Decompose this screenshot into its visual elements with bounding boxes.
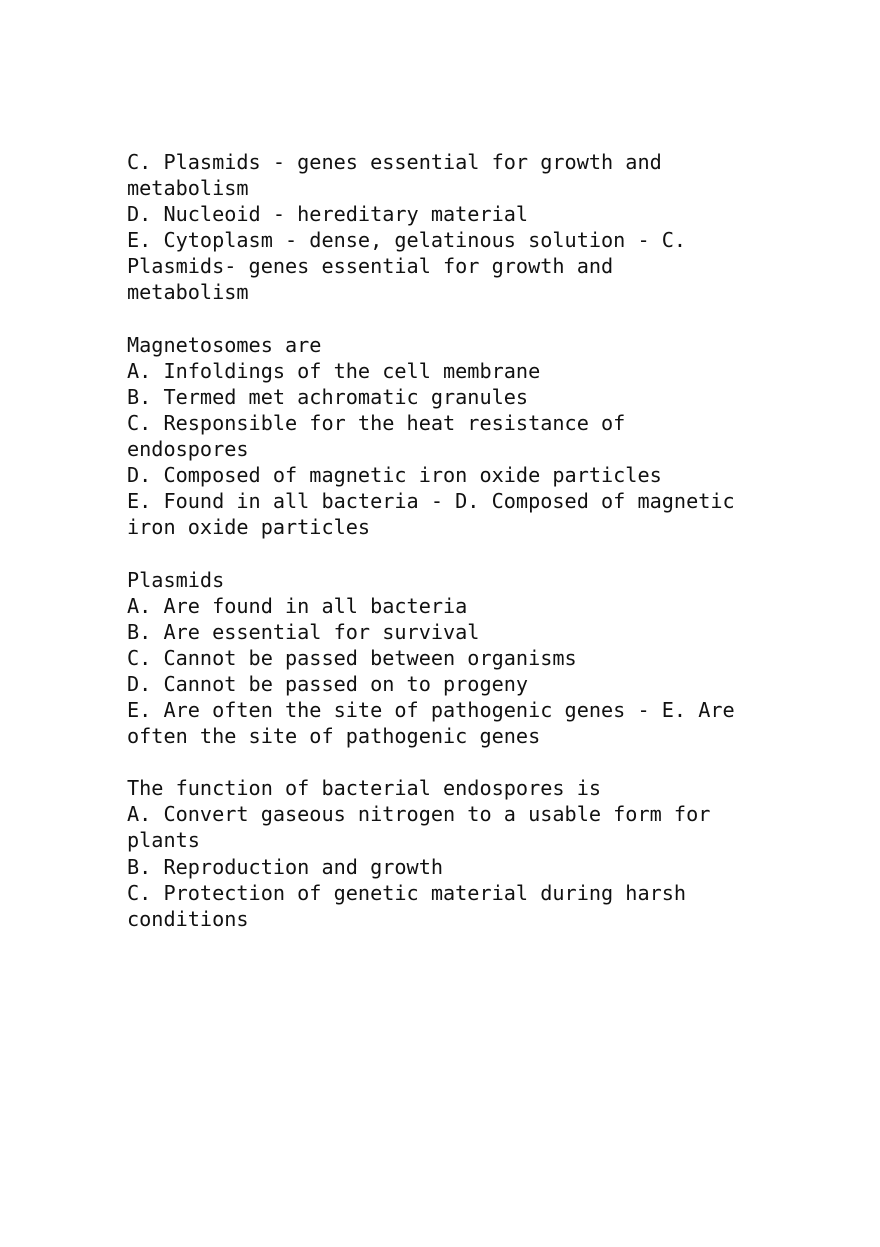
text-line: B. Are essential for survival <box>127 619 480 644</box>
text-line: C. Responsible for the heat resistance of <box>127 410 626 435</box>
text-line: C. Protection of genetic material during harsh <box>127 880 687 905</box>
text-line: D. Nucleoid - hereditary material <box>127 202 529 227</box>
text-line: E. Found in all bacteria - D. Composed of magnetic <box>127 489 735 514</box>
paragraph-gap <box>127 306 787 332</box>
text-line: often the site of pathogenic genes <box>127 724 541 749</box>
text-line: A. Infoldings of the cell membrane <box>127 358 541 383</box>
text-line: E. Are often the site of pathogenic genes - E. Are <box>127 697 735 722</box>
text-line: E. Cytoplasm - dense, gelatinous solution - C. <box>127 228 687 253</box>
text-line: plants <box>127 828 200 853</box>
question-block-magnetosomes <box>127 332 787 541</box>
text-line: B. Reproduction and growth <box>127 854 444 879</box>
paragraph-gap <box>127 749 787 775</box>
document-text <box>127 149 787 932</box>
text-line: A. Are found in all bacteria <box>127 593 468 618</box>
paragraph-gap <box>127 540 787 566</box>
text-line: metabolism <box>127 280 249 305</box>
text-line: A. Convert gaseous nitrogen to a usable form for <box>127 802 711 827</box>
question-block-plasmids <box>127 567 787 750</box>
text-line: Plasmids- genes essential for growth and <box>127 254 614 279</box>
text-line: conditions <box>127 906 249 931</box>
text-line: iron oxide particles <box>127 515 371 540</box>
question-block-endospores <box>127 775 787 932</box>
text-line: metabolism <box>127 176 249 201</box>
question-text: Magnetosomes are <box>127 332 322 357</box>
text-line: C. Plasmids - genes essential for growth and <box>127 150 662 174</box>
text-line: B. Termed met achromatic granules <box>127 384 529 409</box>
text-line: D. Composed of magnetic iron oxide particles <box>127 463 662 488</box>
text-block-continuation <box>127 149 787 306</box>
text-line: endospores <box>127 437 249 462</box>
text-line: C. Cannot be passed between organisms <box>127 645 577 670</box>
question-text: The function of bacterial endospores is <box>127 776 602 801</box>
text-line: D. Cannot be passed on to progeny <box>127 671 529 696</box>
question-text: Plasmids <box>127 567 225 592</box>
